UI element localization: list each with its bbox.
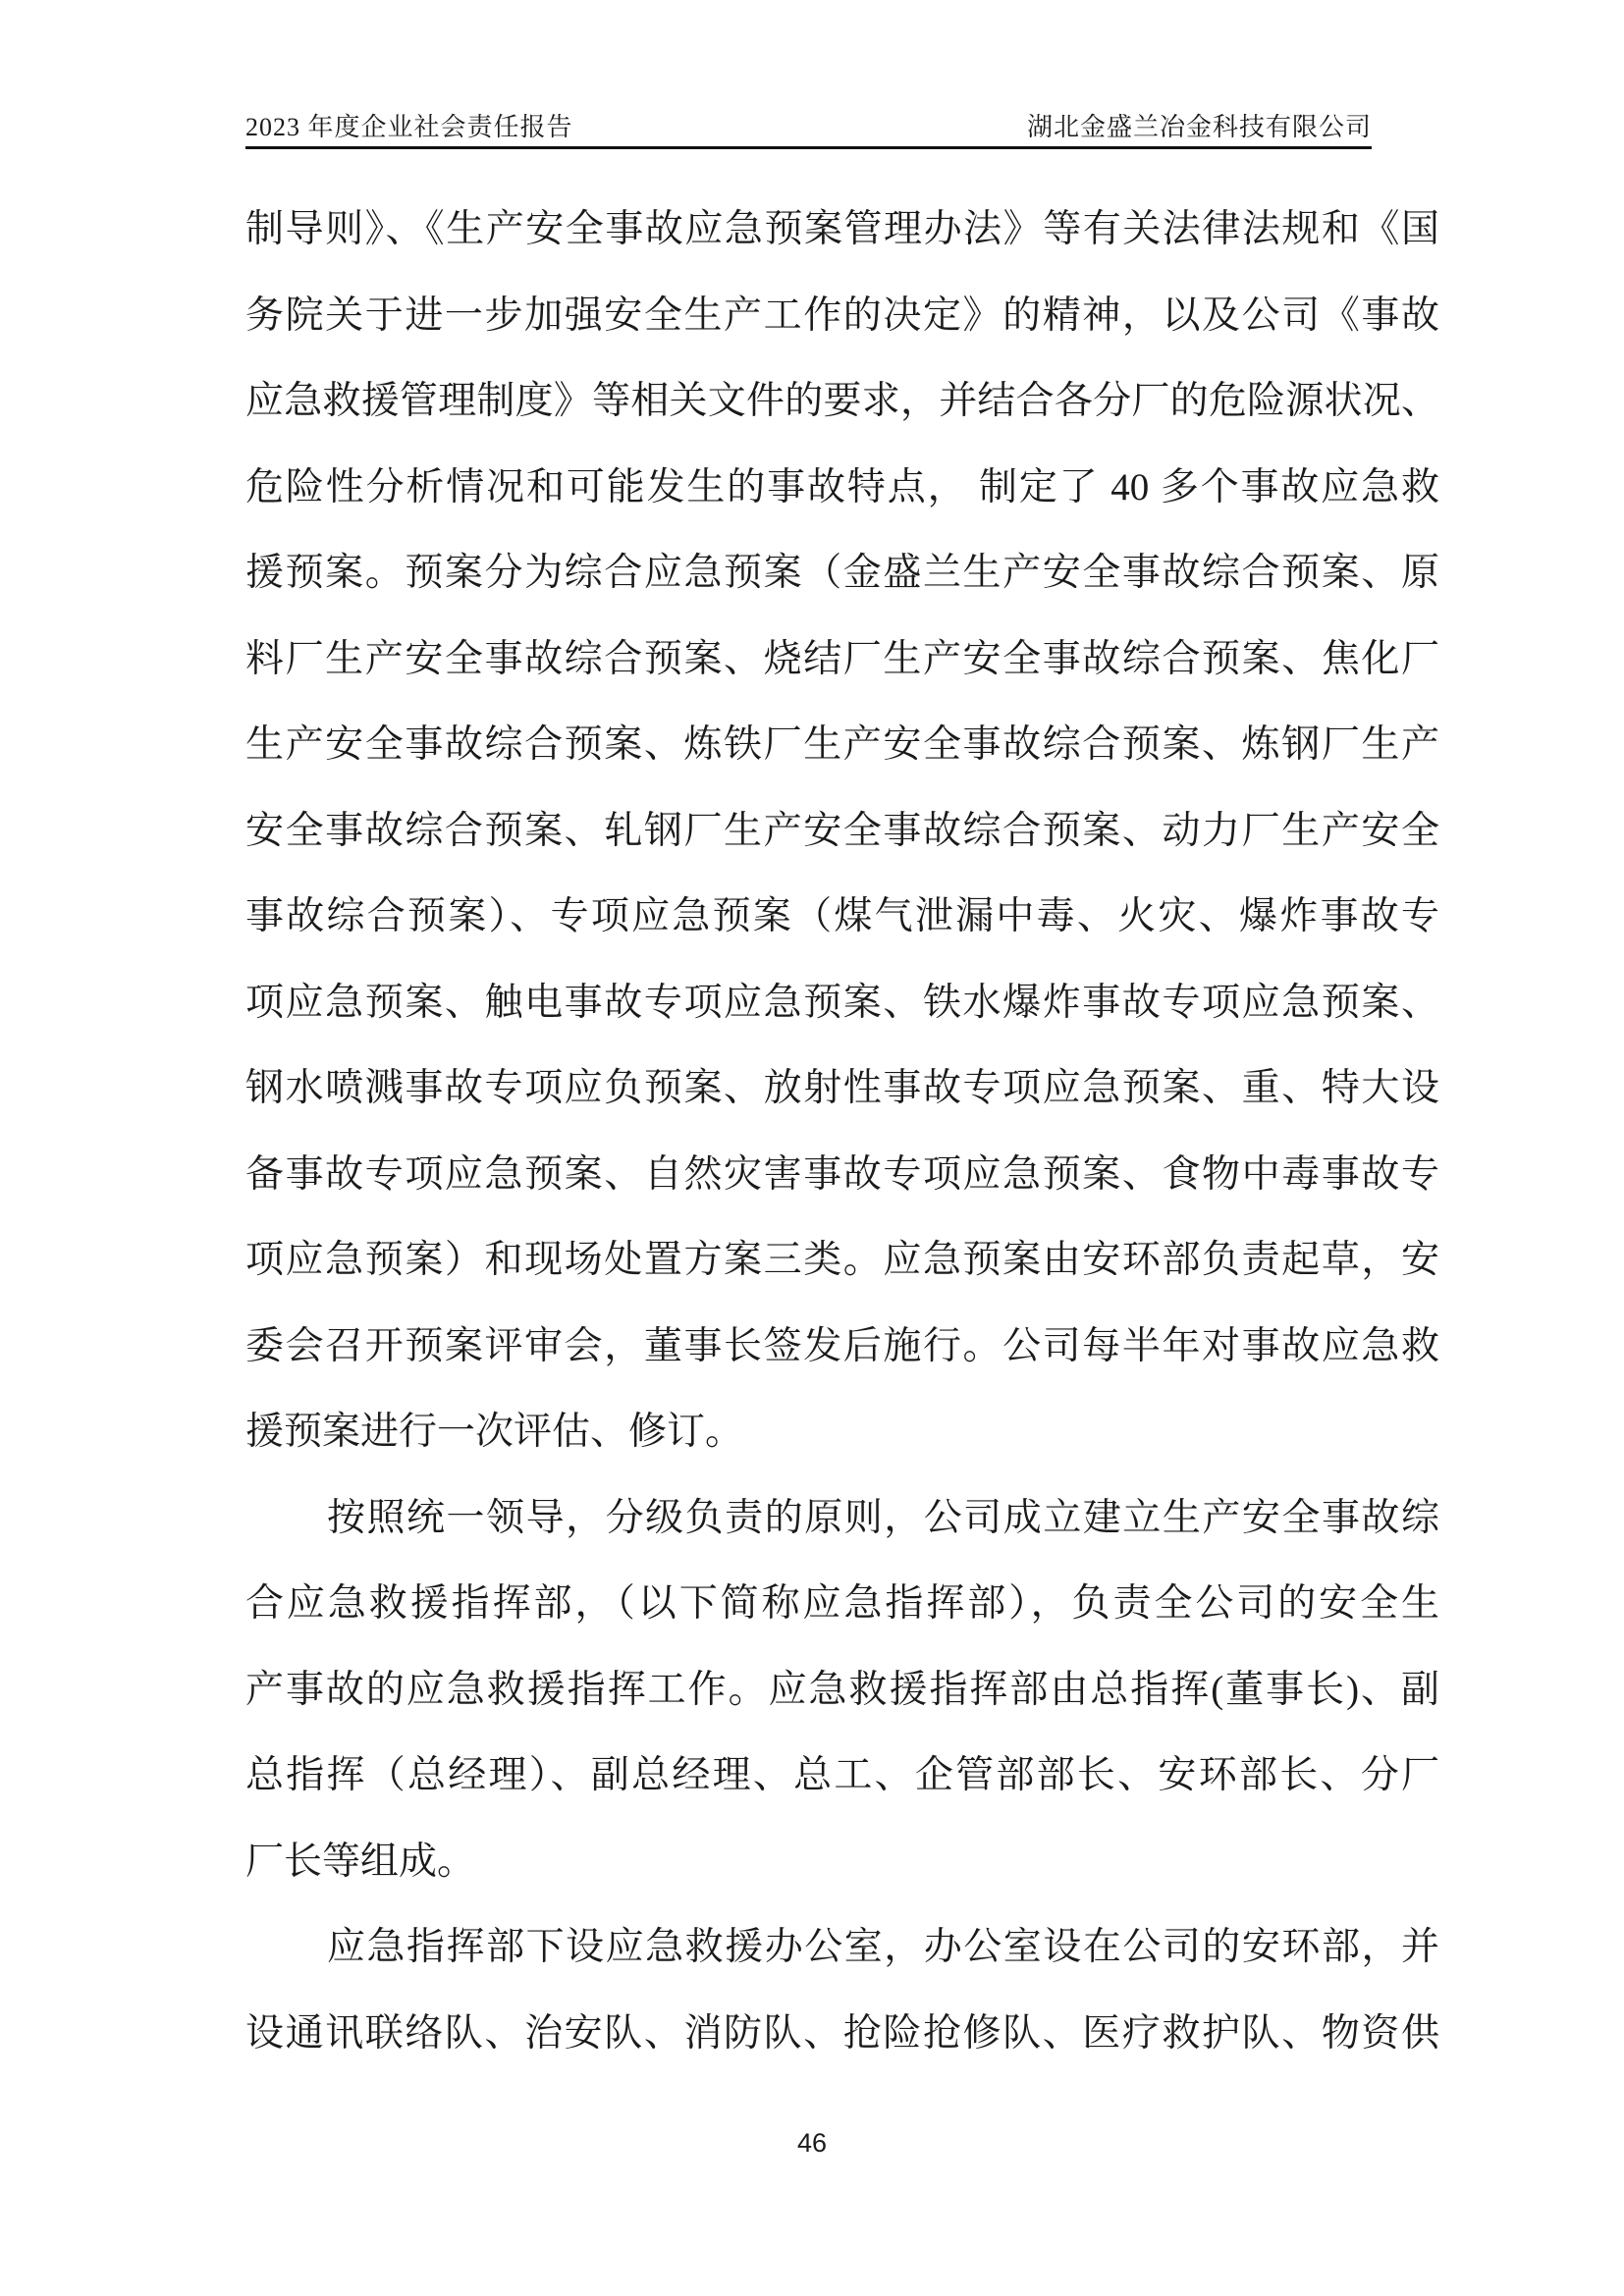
body-text-line: 料厂生产安全事故综合预案、烧结厂生产安全事故综合预案、焦化厂 [245,637,1439,680]
body-text-line: 设通讯联络队、治安队、消防队、抢险抢修队、医疗救护队、物资供 [245,2011,1439,2055]
body-text-line: 危险性分析情况和可能发生的事故特点， 制定了 40 多个事故应急救 [245,465,1439,508]
body-text-line: 制导则》、《生产安全事故应急预案管理办法》等有关法律法规和《国 [245,208,1439,250]
page-footer [0,2128,1624,2159]
body-text-line: 按照统一领导，分级负责的原则，公司成立建立生产安全事故综 [327,1496,1439,1539]
body-text-line: 钢水喷溅事故专项应负预案、放射性事故专项应急预案、重、特大设 [245,1067,1439,1109]
body-text-line: 合应急救援指挥部，（以下简称应急指挥部），负责全公司的安全生 [245,1582,1439,1625]
body-text-line: 生产安全事故综合预案、炼铁厂生产安全事故综合预案、炼钢厂生产 [245,723,1439,766]
body-text-line: 援预案。预案分为综合应急预案（金盛兰生产安全事故综合预案、原 [245,552,1439,594]
body-text-line: 委会召开预案评审会，董事长签发后施行。公司每半年对事故应急救 [245,1324,1439,1367]
body-text-line: 应急指挥部下设应急救援办公室，办公室设在公司的安环部，并 [327,1926,1439,1968]
header-report-title: 2023 年度企业社会责任报告 [245,113,573,141]
body-text-line: 事故综合预案）、专项应急预案（煤气泄漏中毒、火灾、爆炸事故专 [245,895,1439,937]
body-text-line: 务院关于进一步加强安全生产工作的决定》的精神，以及公司《事故 [245,294,1439,337]
body-text-line: 项应急预案、触电事故专项应急预案、铁水爆炸事故专项应急预案、 [245,981,1439,1024]
body-text-line: 援预案进行一次评估、修订。 [245,1411,744,1453]
body-text-line: 备事故专项应急预案、自然灾害事故专项应急预案、食物中毒事故专 [245,1152,1439,1196]
header-company-name: 湖北金盛兰冶金科技有限公司 [1026,113,1372,141]
body-text-line: 总指挥（总经理）、副总经理、总工、企管部部长、安环部长、分厂 [245,1754,1439,1796]
body-text-line: 产事故的应急救援指挥工作。应急救援指挥部由总指挥(董事长)、副 [245,1668,1439,1711]
body-text-line: 厂长等组成。 [245,1840,476,1883]
page-number: 46 [796,2128,828,2158]
body-text-line: 安全事故综合预案、轧钢厂生产安全事故综合预案、动力厂生产安全 [245,809,1439,852]
body-text-line: 应急救援管理制度》等相关文件的要求，并结合各分厂的危险源状况、 [245,380,1439,422]
header-divider-rule [245,146,1372,149]
document-body-text [245,187,1439,2076]
page-header [245,114,1372,147]
body-text-line: 项应急预案）和现场处置方案三类。应急预案由安环部负责起草，安 [245,1239,1439,1281]
